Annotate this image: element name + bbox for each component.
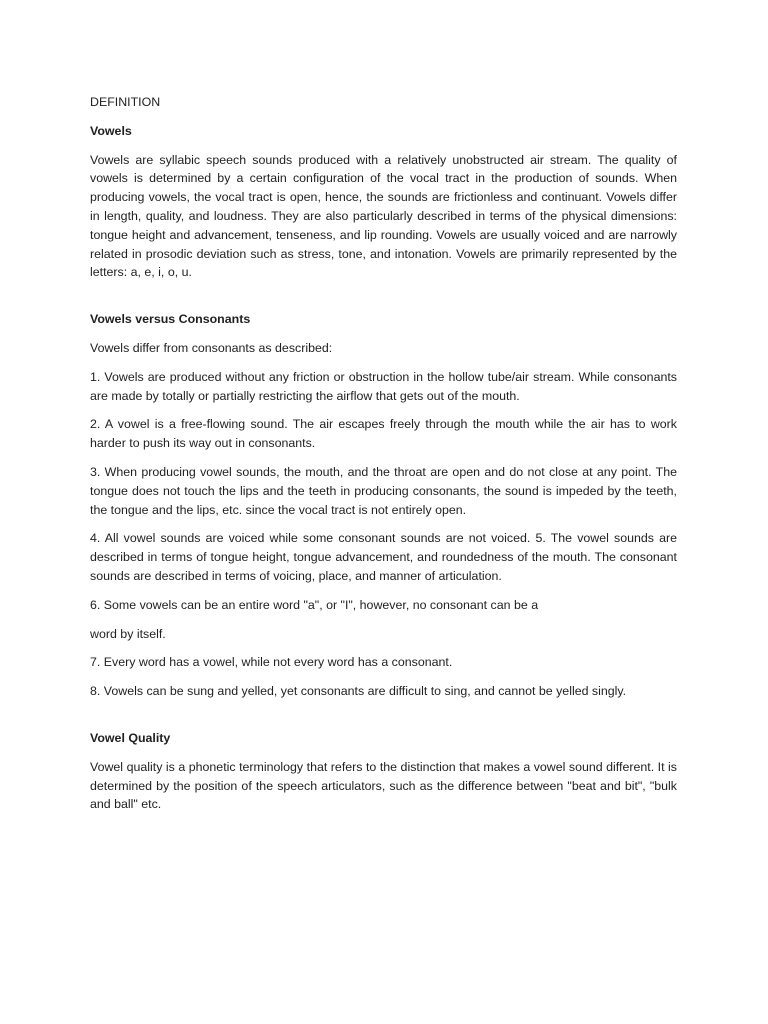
document-page: [90, 93, 677, 824]
list-item-6-continued: word by itself.: [90, 626, 166, 641]
list-item-7: 7. Every word has a vowel, while not every word has a consonant.: [90, 655, 453, 670]
versus-intro: Vowels differ from consonants as described:: [90, 340, 333, 355]
list-item-3: 3. When producing vowel sounds, the mouth, and the throat are open and do not close at any point. The tongue does not touch the lips and the teeth in producing consonants, the sound is impeded by the teeth, the tongue and the lips, etc. since the vocal tract is not entirely open.: [90, 464, 677, 517]
list-item-8: 8. Vowels can be sung and yelled, yet consonants are difficult to sing, and cannot be yelled singly.: [90, 684, 627, 699]
vowels-paragraph: Vowels are syllabic speech sounds produced with a relatively unobstructed air stream. The quality of vowels is determined by a certain configuration of the vocal tract in the production of sounds. When producing vowels, the vocal tract is open, hence, the sounds are frictionless and continuant. Vowels differ in length, quality, and loudness. They are also particularly described in terms of the physical dimensions: tongue height and advancement, tenseness, and lip rounding. Vowels are usually voiced and are narrowly related in prosodic deviation such as stress, tone, and intonation. Vowels are primarily represented by the letters: a, e, i, o, u.: [90, 152, 677, 280]
vowel-quality-heading: Vowel Quality: [90, 730, 171, 745]
vowel-quality-paragraph: Vowel quality is a phonetic terminology that refers to the distinction that makes a vowel sound different. It is determined by the position of the speech articulators, such as the difference between "beat and bit", "bulk and ball" etc.: [90, 759, 677, 812]
definition-label: DEFINITION: [90, 95, 161, 109]
list-item-1: 1. Vowels are produced without any friction or obstruction in the hollow tube/air stream. While consonants are made by totally or partially restricting the airflow that gets out of the mouth.: [90, 369, 677, 403]
list-item-6: 6. Some vowels can be an entire word "a", or "I", however, no consonant can be a: [90, 597, 539, 612]
vowels-versus-consonants-heading: Vowels versus Consonants: [90, 312, 251, 327]
list-item-2: 2. A vowel is a free-flowing sound. The air escapes freely through the mouth while the air has to work harder to push its way out in consonants.: [90, 417, 677, 451]
list-item-4: 4. All vowel sounds are voiced while some consonant sounds are not voiced. 5. The vowel sounds are described in terms of tongue height, tongue advancement, and roundedness of the mouth. The consonant sounds are described in terms of voicing, place, and manner of articulation.: [90, 531, 677, 583]
vowels-heading: Vowels: [90, 123, 132, 138]
